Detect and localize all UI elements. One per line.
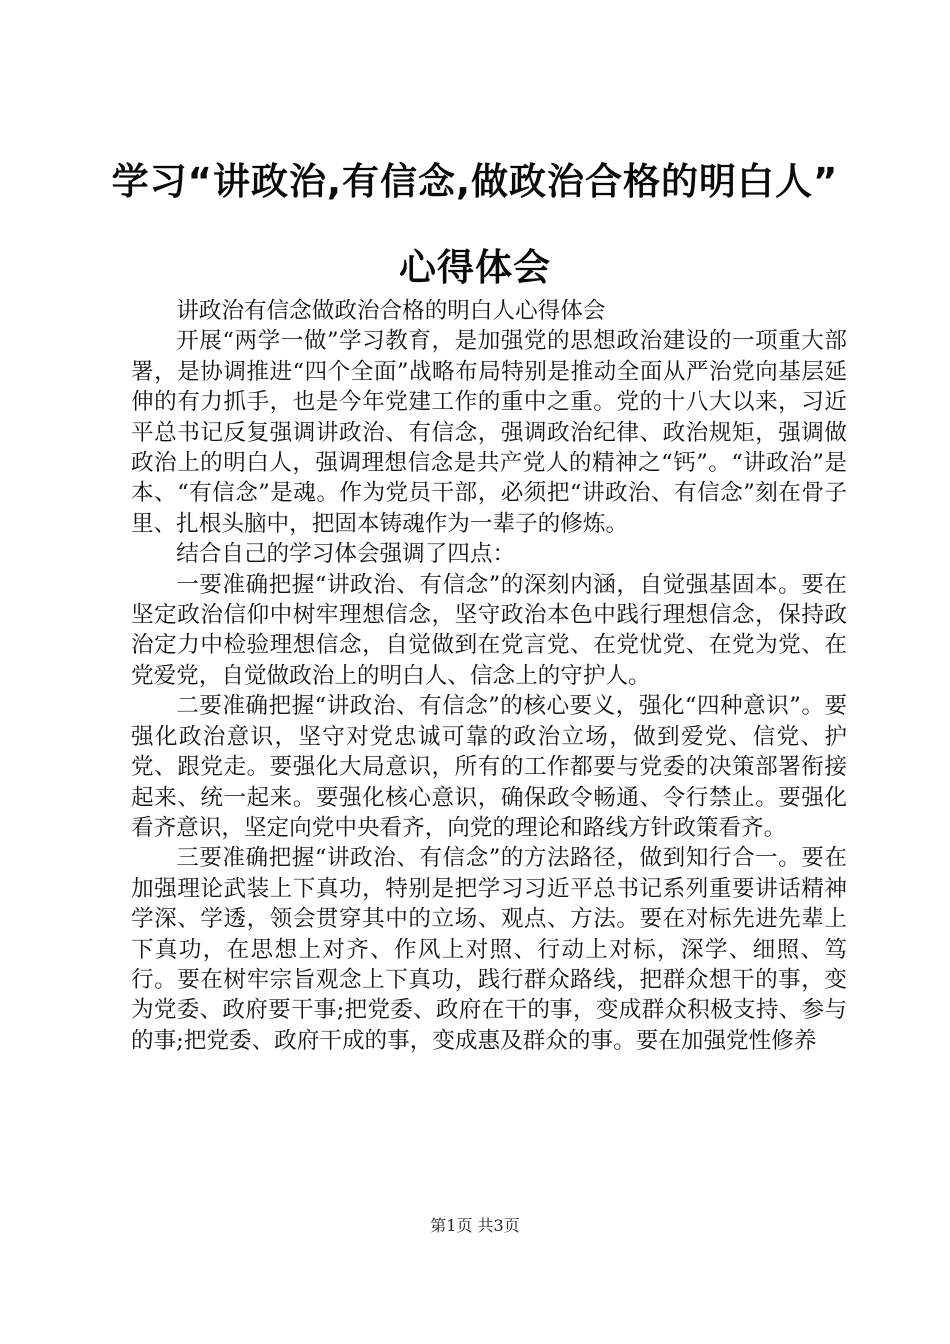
paragraph-subtitle: 讲政治有信念做政治合格的明白人心得体会 (176, 298, 606, 324)
paragraph-summary: 结合自己的学习体会强调了四点： (176, 541, 516, 568)
paragraph-point-two: 二要准确把握“讲政治、有信念”的核心要义，强化“四种意识”。要强化政治意识，坚守对党忠诚可靠的政治立场，做到爱党、信党、护党、跟党走。要强化大局意识，所有的工作都要与党委的决策部署衔接起来、统一起来。要强化核心意识，确保政令畅通、令行禁止。要强化看齐意识，坚定向党中央看齐，向党的理论和路线方针政策看齐。 (131, 693, 847, 841)
paragraph-point-one: 一要准确把握“讲政治、有信念”的深刻内涵，自觉强基固本。要在坚定政治信仰中树牢理想信念，坚守政治本色中践行理想信念，保持政治定力中检验理想信念，自觉做到在党言党、在党忧党、在党为党、在党爱党，自觉做政治上的明白人、信念上的守护人。 (131, 571, 847, 689)
paragraph-point-three: 三要准确把握“讲政治、有信念”的方法路径，做到知行合一。要在加强理论武装上下真功，特别是把学习习近平总书记系列重要讲话精神学深、学透，领会贯穿其中的立场、观点、方法。要在对标先进先辈上下真功，在思想上对齐、作风上对照、行动上对标，深学、细照、笃行。要在树牢宗旨观念上下真功，践行群众路线，把群众想干的事，变为党委、政府要干事;把党委、政府在干的事，变成群众积极支持、参与的事;把党委、政府干成的事，变成惠及群众的事。要在加强党性修养 (131, 845, 847, 1054)
paragraph-intro: 开展“两学一做”学习教育，是加强党的思想政治建设的一项重大部署，是协调推进“四个全面”战略布局特别是推动全面从严治党向基层延伸的有力抓手，也是今年党建工作的重中之重。党的十八大以来，习近平总书记反复强调讲政治、有信念，强调政治纪律、政治规矩，强调做政治上的明白人，强调理想信念是共产党人的精神之“钙”。“讲政治”是本、“有信念”是魂。作为党员干部，必须把“讲政治、有信念”刻在骨子里、扎根头脑中，把固本铸魂作为一辈子的修炼。 (131, 328, 847, 537)
page-number-footer: 第1页 共3页 (430, 1216, 520, 1235)
document-body (131, 296, 847, 1056)
document-title-line-2: 心得体会 (399, 246, 551, 289)
document-title-line-1: 学习“讲政治,有信念,做政治合格的明白人” (111, 160, 839, 203)
